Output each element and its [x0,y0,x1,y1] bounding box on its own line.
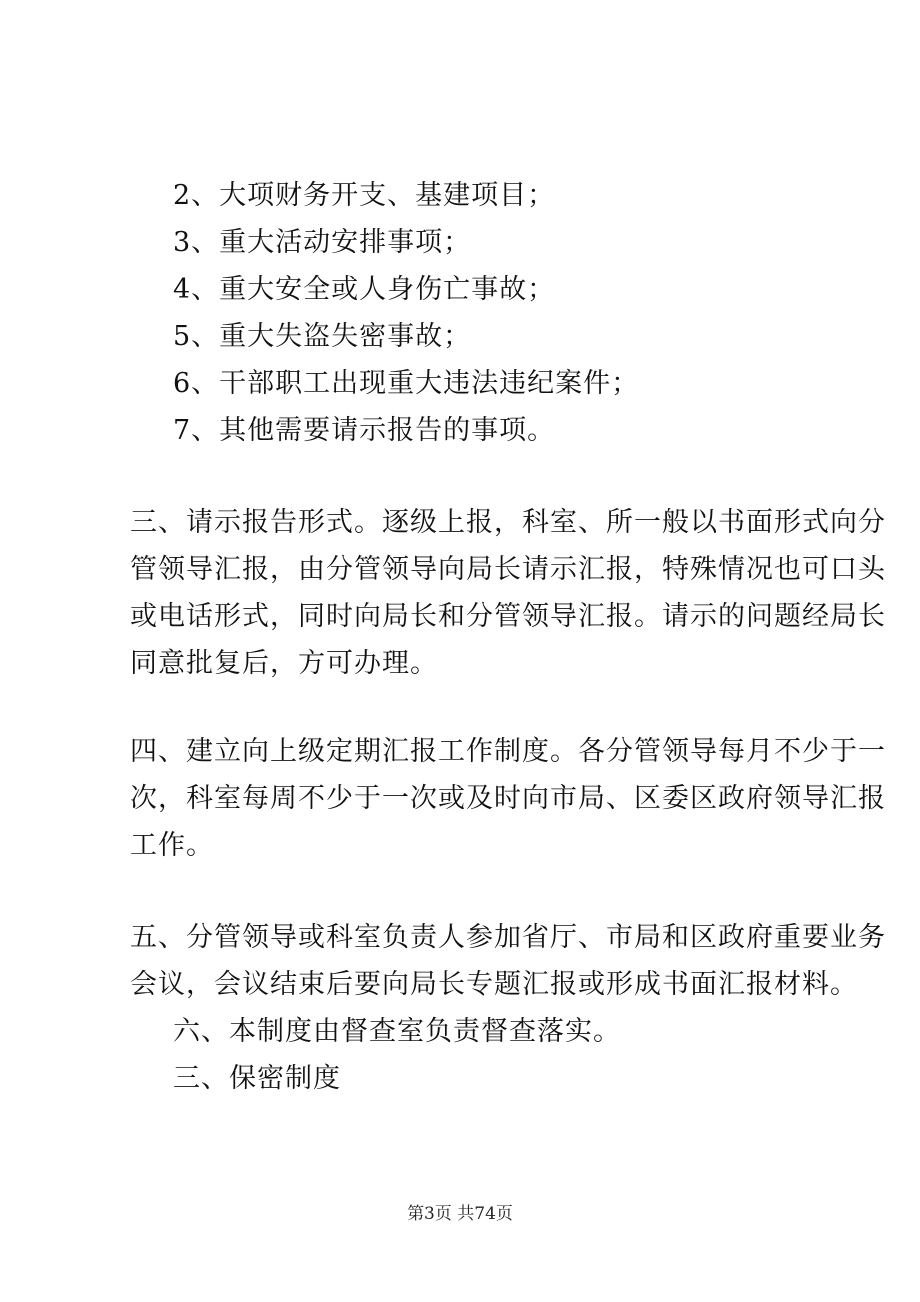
list-item-3: 3、重大活动安排事项； [173,227,472,258]
page-footer [0,1203,920,1225]
list-item-5: 5、重大失盗失密事故； [173,321,472,352]
section-4-line: 四、建立向上级定期汇报工作制度。各分管领导每月不少于一 [130,736,886,767]
section-4-line: 工作。 [130,830,214,861]
next-section-heading: 三、保密制度 [173,1063,341,1094]
list-item-7: 7、其他需要请示报告的事项。 [173,415,556,446]
section-5-line: 会议，会议结束后要向局长专题汇报或形成书面汇报材料。 [130,969,858,1000]
list-item-6: 6、干部职工出现重大违法违纪案件； [173,368,640,399]
page-number: 第3页 共74页 [407,1204,513,1224]
list-item-2: 2、大项财务开支、基建项目； [173,180,556,211]
section-3-line: 管领导汇报，由分管领导向局长请示汇报，特殊情况也可口头 [130,554,886,585]
section-6-paragraph: 六、本制度由督查室负责督查落实。 [173,1016,621,1047]
section-3-line: 同意批复后，方可办理。 [130,648,438,679]
section-5-line: 五、分管领导或科室负责人参加省厅、市局和区政府重要业务 [130,922,886,953]
list-item-4: 4、重大安全或人身伤亡事故； [173,274,556,305]
section-4-line: 次，科室每周不少于一次或及时向市局、区委区政府领导汇报 [130,783,886,814]
section-3-line: 三、请示报告形式。逐级上报，科室、所一般以书面形式向分 [130,507,886,538]
section-3-line: 或电话形式，同时向局长和分管领导汇报。请示的问题经局长 [130,601,886,632]
